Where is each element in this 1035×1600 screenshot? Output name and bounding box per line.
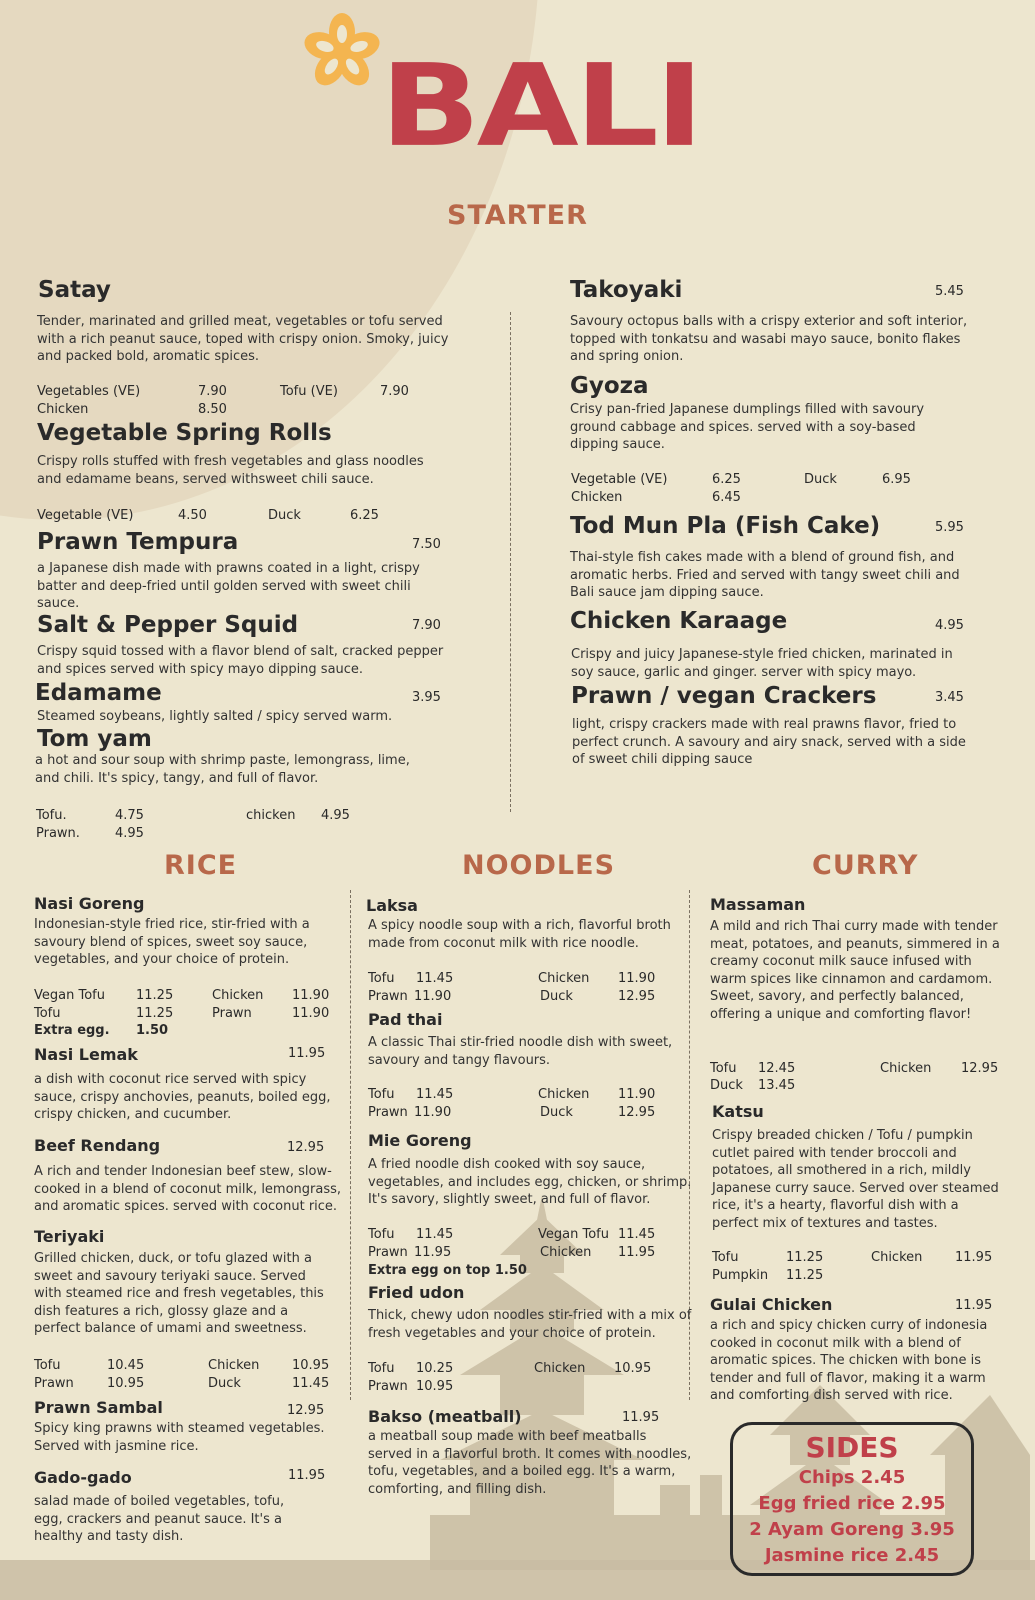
option-price: 10.25 xyxy=(416,1361,454,1376)
option-price: 6.25 xyxy=(712,472,741,487)
divider-rice-noodles xyxy=(350,890,351,1400)
option-label: Chicken xyxy=(534,1361,586,1376)
option-price: 11.25 xyxy=(136,988,174,1003)
option-label: Chicken xyxy=(571,490,623,505)
dish-description: Crispy breaded chicken / Tofu / pumpkin cutlet paired with tender broccoli and potatoes, all smothered in a rich, mildly Japanese curry sauce. Served over steamed rice, it's a hearty, flavorful dish with a perfect mix of textures and tastes. xyxy=(712,1128,999,1231)
dish-name: Tom yam xyxy=(37,726,152,752)
dish-description: a meatball soup made with beef meatballs served in a flavorful broth. It comes with noodles, tofu, vegetables, and a boiled egg. It's a warm, comforting, and filling dish. xyxy=(368,1429,692,1497)
option-label: Prawn xyxy=(368,989,408,1004)
hibiscus-flower-icon xyxy=(300,10,384,94)
option-price: 13.45 xyxy=(758,1078,796,1093)
dish-name: Prawn Sambal xyxy=(34,1398,163,1417)
dish-name: Prawn Tempura xyxy=(37,529,239,555)
option-label: Prawn xyxy=(368,1245,408,1260)
option-label: Duck xyxy=(268,508,301,523)
dish-name: Bakso (meatball) xyxy=(368,1407,522,1426)
option-price: 11.95 xyxy=(618,1245,656,1260)
dish-name: Satay xyxy=(38,277,111,303)
option-price: 11.45 xyxy=(618,1227,656,1242)
divider-starter xyxy=(510,312,511,812)
option-price: 11.25 xyxy=(786,1268,824,1283)
curry-heading: CURRY xyxy=(812,850,919,881)
dish-price: 12.95 xyxy=(287,1403,325,1418)
option-label: Tofu xyxy=(368,1087,395,1102)
option-price: 12.95 xyxy=(618,1105,656,1120)
dish-description: A rich and tender Indonesian beef stew, slow-cooked in a blend of coconut milk, lemongrass, and aromatic spices. served with coconut rice. xyxy=(34,1164,342,1214)
option-label: Duck xyxy=(804,472,837,487)
option-price: 11.90 xyxy=(414,1105,452,1120)
option-label: Chicken xyxy=(208,1358,260,1373)
dish-description: Spicy king prawns with steamed vegetables. Served with jasmine rice. xyxy=(34,1421,325,1454)
option-price: 11.45 xyxy=(416,971,454,986)
option-price: 12.95 xyxy=(961,1061,999,1076)
dish-name: Salt & Pepper Squid xyxy=(37,612,299,638)
option-label: Vegetable (VE) xyxy=(37,508,134,523)
option-label: Duck xyxy=(540,989,573,1004)
dish-name: Edamame xyxy=(35,680,162,706)
dish-name: Vegetable Spring Rolls xyxy=(37,420,332,446)
option-price: 4.95 xyxy=(321,808,350,823)
dish-description: salad made of boiled vegetables, tofu, egg, crackers and peanut sauce. It's a healthy and tasty dish. xyxy=(34,1494,285,1544)
option-label: Tofu xyxy=(34,1006,61,1021)
option-price: 11.25 xyxy=(136,1006,174,1021)
option-price: 11.25 xyxy=(786,1250,824,1265)
sides-heading: SIDES xyxy=(805,1431,899,1464)
dish-price: 11.95 xyxy=(288,1046,326,1061)
option-label: Chicken xyxy=(538,971,590,986)
option-label: Vegetable (VE) xyxy=(571,472,668,487)
dish-description: A classic Thai stir-fried noodle dish with sweet, savoury and tangy flavours. xyxy=(368,1035,673,1068)
option-price: 4.95 xyxy=(115,826,144,841)
option-price: 11.45 xyxy=(416,1087,454,1102)
dish-description: A fried noodle dish cooked with soy sauce, vegetables, and includes egg, chicken, or shrimp. It's savory, slightly sweet, and full of flavor. xyxy=(368,1157,692,1207)
dish-price: 4.95 xyxy=(935,618,964,633)
option-price: 10.45 xyxy=(107,1358,145,1373)
dish-name: Nasi Goreng xyxy=(34,894,145,913)
dish-name: Gado-gado xyxy=(34,1468,132,1487)
extra-egg-note: Extra egg on top 1.50 xyxy=(368,1263,527,1278)
option-price: 8.50 xyxy=(198,402,227,417)
option-label: Prawn xyxy=(368,1105,408,1120)
starter-heading: STARTER xyxy=(447,200,588,231)
option-label: Tofu (VE) xyxy=(280,384,338,399)
option-price: 6.45 xyxy=(712,490,741,505)
option-price: 11.95 xyxy=(414,1245,452,1260)
option-price: 10.95 xyxy=(292,1358,330,1373)
option-price: 11.90 xyxy=(618,1087,656,1102)
dish-description: Tender, marinated and grilled meat, vegetables or tofu served with a rich peanut sauce, toped with crispy onion. Smoky, juicy and packed bold, aromatic spices. xyxy=(37,314,449,364)
option-label: Prawn. xyxy=(36,826,80,841)
option-label: Chicken xyxy=(540,1245,592,1260)
dish-name: Takoyaki xyxy=(570,277,683,303)
dish-price: 7.50 xyxy=(412,537,441,552)
option-price: 7.90 xyxy=(380,384,409,399)
option-label: Prawn xyxy=(368,1379,408,1394)
option-price: 11.95 xyxy=(955,1250,993,1265)
side-item: Jasmine rice 2.45 xyxy=(764,1545,940,1566)
dish-description: Crispy squid tossed with a flavor blend of salt, cracked pepper and spices served with spicy mayo dipping sauce. xyxy=(37,644,444,677)
option-price: 11.90 xyxy=(414,989,452,1004)
option-price: 11.90 xyxy=(618,971,656,986)
dish-description: Crisy pan-fried Japanese dumplings filled with savoury ground cabbage and spices. served with a soy-based dipping sauce. xyxy=(570,402,925,452)
dish-description: a rich and spicy chicken curry of indonesia cooked in coconut milk with a blend of aromatic spices. The chicken with bone is tender and full of flavor, making it a warm and comforting dish served with rice. xyxy=(710,1318,988,1403)
dish-name: Katsu xyxy=(712,1102,764,1121)
side-item: Egg fried rice 2.95 xyxy=(758,1493,946,1514)
dish-description: a Japanese dish made with prawns coated in a light, crispy batter and deep-fried until golden served with sweet chili sauce. xyxy=(37,561,420,611)
dish-description: Indonesian-style fried rice, stir-fried with a savoury blend of spices, sweet soy sauce, vegetables, and your choice of protein. xyxy=(34,917,310,967)
option-label: Duck xyxy=(208,1376,241,1391)
option-price: 4.50 xyxy=(178,508,207,523)
option-price: 11.45 xyxy=(416,1227,454,1242)
dish-price: 11.95 xyxy=(955,1298,993,1313)
option-label: Tofu. xyxy=(36,808,67,823)
option-label: Chicken xyxy=(538,1087,590,1102)
dish-name: Mie Goreng xyxy=(368,1131,472,1150)
dish-description: Crispy and juicy Japanese-style fried chicken, marinated in soy sauce, garlic and ginger. server with spicy mayo. xyxy=(571,647,953,680)
option-label: Prawn xyxy=(212,1006,252,1021)
noodles-heading: NOODLES xyxy=(462,850,616,881)
dish-price: 7.90 xyxy=(412,618,441,633)
option-label: Tofu xyxy=(368,1227,395,1242)
dish-price: 5.95 xyxy=(935,520,964,535)
dish-name: Nasi Lemak xyxy=(34,1045,138,1064)
extra-label: Extra egg. xyxy=(34,1023,110,1038)
dish-description: a dish with coconut rice served with spicy sauce, crispy anchovies, peanuts, boiled egg, crispy chicken, and cucumber. xyxy=(34,1072,331,1122)
dish-name: Gulai Chicken xyxy=(710,1295,833,1314)
rice-heading: RICE xyxy=(164,850,238,881)
dish-name: Fried udon xyxy=(368,1283,465,1302)
dish-name: Teriyaki xyxy=(34,1227,105,1246)
dish-name: Prawn / vegan Crackers xyxy=(571,683,877,709)
restaurant-title: BALI xyxy=(380,39,700,173)
option-label: chicken xyxy=(246,808,296,823)
option-price: 4.75 xyxy=(115,808,144,823)
dish-price: 11.95 xyxy=(288,1468,326,1483)
dish-name: Massaman xyxy=(710,895,806,914)
dish-description: Thai-style fish cakes made with a blend of ground fish, and aromatic herbs. Fried and served with tangy sweet chili and Bali sauce jam dipping sauce. xyxy=(570,550,960,600)
option-label: Duck xyxy=(710,1078,743,1093)
dish-name: Beef Rendang xyxy=(34,1136,161,1155)
dish-price: 3.95 xyxy=(412,690,441,705)
dish-name: Laksa xyxy=(366,896,418,915)
dish-price: 12.95 xyxy=(287,1140,325,1155)
extra-price: 1.50 xyxy=(136,1023,169,1038)
dish-price: 11.95 xyxy=(622,1410,660,1425)
option-label: Duck xyxy=(540,1105,573,1120)
option-label: Chicken xyxy=(880,1061,932,1076)
option-price: 11.90 xyxy=(292,1006,330,1021)
option-price: 10.95 xyxy=(416,1379,454,1394)
option-label: Tofu xyxy=(710,1061,737,1076)
option-price: 11.90 xyxy=(292,988,330,1003)
dish-name: Tod Mun Pla (Fish Cake) xyxy=(570,513,881,539)
option-label: Vegan Tofu xyxy=(34,988,105,1003)
dish-description: Steamed soybeans, lightly salted / spicy served warm. xyxy=(37,709,393,724)
option-label: Chicken xyxy=(212,988,264,1003)
dish-name: Gyoza xyxy=(570,373,649,399)
option-label: Chicken xyxy=(37,402,89,417)
dish-price: 5.45 xyxy=(935,284,964,299)
option-price: 6.95 xyxy=(882,472,911,487)
option-label: Vegan Tofu xyxy=(538,1227,609,1242)
option-label: Tofu xyxy=(368,971,395,986)
dish-price: 3.45 xyxy=(935,690,964,705)
option-label: Chicken xyxy=(871,1250,923,1265)
option-price: 11.45 xyxy=(292,1376,330,1391)
dish-description: Crispy rolls stuffed with fresh vegetables and glass noodles and edamame beans, served withsweet chili sauce. xyxy=(37,454,424,487)
dish-description: a hot and sour soup with shrimp paste, lemongrass, lime, and chili. It's spicy, tangy, and full of flavor. xyxy=(35,753,410,786)
option-label: Tofu xyxy=(712,1250,739,1265)
sides-box xyxy=(730,1422,974,1576)
option-price: 10.95 xyxy=(107,1376,145,1391)
dish-description: Thick, chewy udon noodles stir-fried with a mix of fresh vegetables and your choice of protein. xyxy=(368,1308,692,1341)
option-price: 10.95 xyxy=(614,1361,652,1376)
dish-name: Chicken Karaage xyxy=(570,608,788,634)
option-price: 12.95 xyxy=(618,989,656,1004)
dish-description: Savoury octopus balls with a crispy exterior and soft interior, topped with tonkatsu and wasabi mayo sauce, bonito flakes and spring onion. xyxy=(570,314,968,364)
option-label: Tofu xyxy=(34,1358,61,1373)
dish-description: A mild and rich Thai curry made with tender meat, potatoes, and peanuts, simmered in a creamy coconut milk sauce infused with warm spices like cinnamon and cardamom. Sweet, savory, and perfectly balanced, offering a unique and comforting flavor! xyxy=(710,919,1000,1022)
side-item: 2 Ayam Goreng 3.95 xyxy=(749,1519,955,1540)
dish-description: Grilled chicken, duck, or tofu glazed with a sweet and savoury teriyaki sauce. Served with steamed rice and fresh vegetables, this dish features a rich, glossy glaze and a perfect balance of umami and sweetness. xyxy=(34,1251,324,1336)
dish-description: light, crispy crackers made with real prawns flavor, fried to perfect crunch. A savoury and airy snack, served with a side of sweet chili dipping sauce xyxy=(572,717,966,767)
option-label: Pumpkin xyxy=(712,1268,769,1283)
dish-description: A spicy noodle soup with a rich, flavorful broth made from coconut milk with rice noodle. xyxy=(368,918,671,951)
option-price: 6.25 xyxy=(350,508,379,523)
option-label: Prawn xyxy=(34,1376,74,1391)
option-price: 12.45 xyxy=(758,1061,796,1076)
option-price: 7.90 xyxy=(198,384,227,399)
option-label: Vegetables (VE) xyxy=(37,384,141,399)
option-label: Tofu xyxy=(368,1361,395,1376)
dish-name: Pad thai xyxy=(368,1010,443,1029)
side-item: Chips 2.45 xyxy=(798,1467,906,1488)
